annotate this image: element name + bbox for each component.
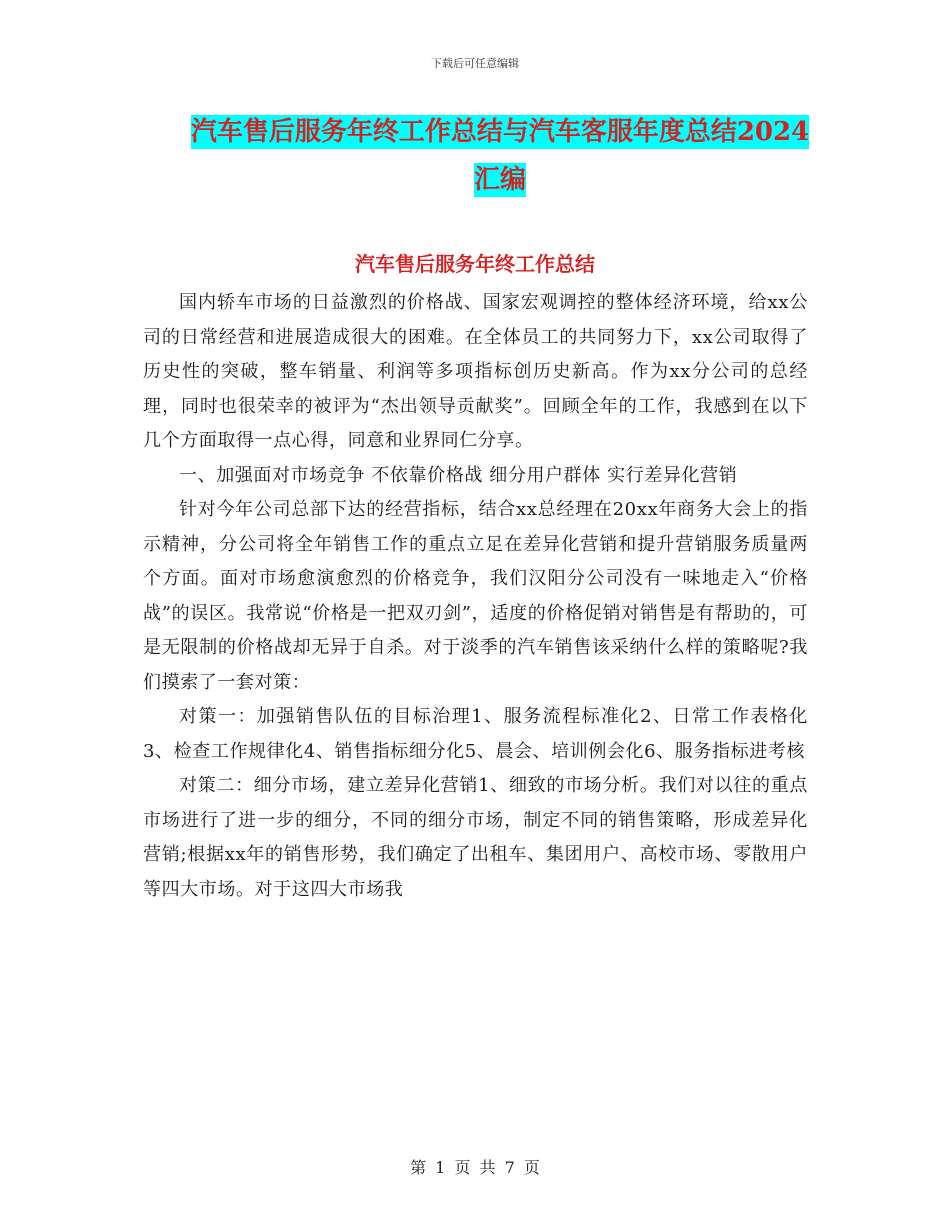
paragraph: 一、加强面对市场竞争 不依靠价格战 细分用户群体 实行差异化营销 — [179, 464, 738, 486]
document-body — [143, 286, 808, 907]
paragraph: 对策一：加强销售队伍的目标治理1、服务流程标准化2、日常工作表格化3、检查工作规律化4、销售指标细分化5、晨会、培训例会化6、服务指标进考核 — [143, 706, 808, 762]
paragraph: 对策二：细分市场，建立差异化营销1、细致的市场分析。我们对以往的重点市场进行了进一步的细分，不同的细分市场，制定不同的销售策略，形成差异化营销;根据xx年的销售形势，我们确定了出租车、集团用户、高校市场、零散用户等四大市场。对于这四大市场我 — [143, 775, 808, 900]
document-title-line2: 汇编 — [473, 165, 526, 195]
page-header-note: 下载后可任意编辑 — [431, 57, 519, 70]
document-title — [140, 108, 860, 204]
section-title: 汽车售后服务年终工作总结 — [355, 252, 595, 276]
paragraph: 针对今年公司总部下达的经营指标，结合xx总经理在20xx年商务大会上的指示精神，分公司将全年销售工作的重点立足在差异化营销和提升营销服务质量两个方面。面对市场愈演愈烈的价格竞争，我们汉阳分公司没有一味地走入“价格战”的误区。我常说“价格是一把双刃剑”，适度的价格促销对销售是有帮助的，可是无限制的价格战却无异于自杀。对于淡季的汽车销售该采纳什么样的策略呢?我们摸索了一套对策： — [143, 499, 808, 693]
document-title-line1: 汽车售后服务年终工作总结与汽车客服年度总结2024 — [190, 117, 810, 147]
page-number: 第 1 页 共 7 页 — [410, 1158, 540, 1177]
paragraph: 国内轿车市场的日益激烈的价格战、国家宏观调控的整体经济环境，给xx公司的日常经营和进展造成很大的困难。在全体员工的共同努力下，xx公司取得了历史性的突破，整车销量、利润等多项指标创历史新高。作为xx分公司的总经理，同时也很荣幸的被评为“杰出领导贡献奖”。回顾全年的工作，我感到在以下几个方面取得一点心得，同意和业界同仁分享。 — [143, 292, 808, 451]
